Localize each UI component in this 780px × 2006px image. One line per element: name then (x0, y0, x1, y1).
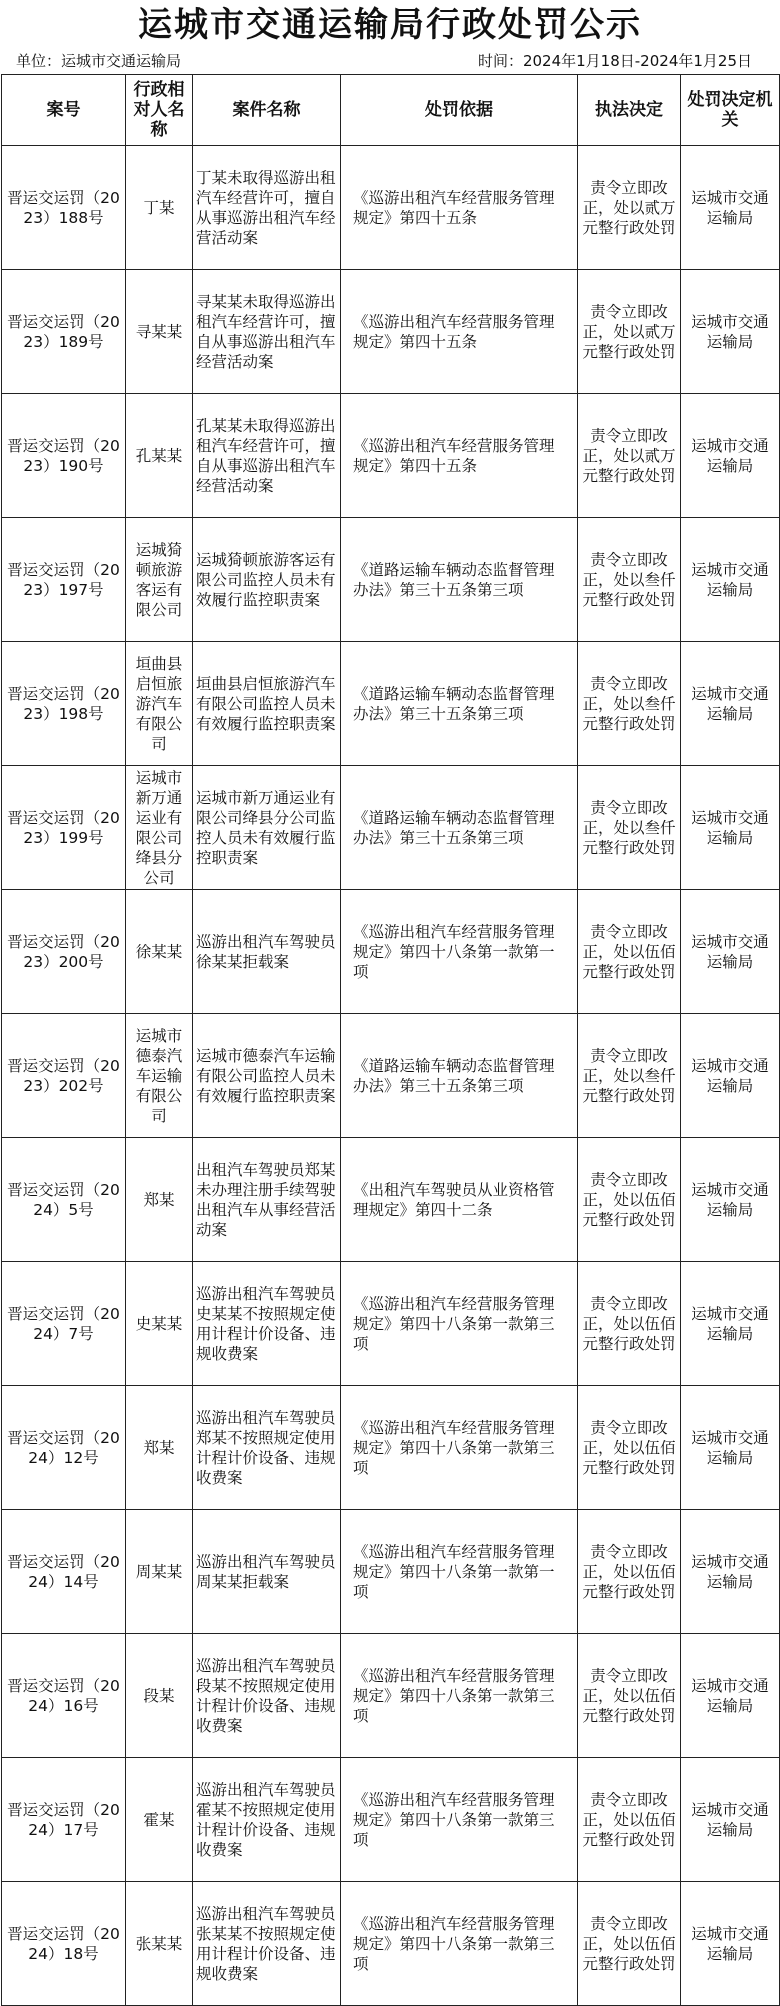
decision-cell: 责令立即改正，处以伍佰元整行政处罚 (578, 1386, 681, 1510)
basis-cell: 《巡游出租汽车经营服务管理规定》第四十八条第一款第三项 (341, 1634, 578, 1758)
unit-label: 单位：运城市交通运输局 (16, 51, 182, 70)
org-cell: 运城市交通运输局 (681, 1882, 780, 2006)
org-cell: 运城市交通运输局 (681, 394, 780, 518)
case-no-cell: 晋运交运罚（2024）16号 (2, 1634, 126, 1758)
page-title: 运城市交通运输局行政处罚公示 (138, 5, 642, 45)
party-cell: 运城市德泰汽车运输有限公司 (126, 1014, 193, 1138)
case-no-cell: 晋运交运罚（2024）14号 (2, 1510, 126, 1634)
party-cell: 垣曲县启恒旅游汽车有限公司 (126, 642, 193, 766)
basis-cell: 《巡游出租汽车经营服务管理规定》第四十八条第一款第三项 (341, 1386, 578, 1510)
case-name-cell: 垣曲县启恒旅游汽车有限公司监控人员未有效履行监控职责案 (193, 642, 341, 766)
case-name-cell: 巡游出租汽车驾驶员徐某某拒载案 (193, 890, 341, 1014)
party-cell: 史某某 (126, 1262, 193, 1386)
decision-cell: 责令立即改正，处以叁仟元整行政处罚 (578, 1014, 681, 1138)
header-case-name: 案件名称 (193, 75, 341, 146)
party-cell: 丁某 (126, 146, 193, 270)
table-row (2, 1014, 780, 1138)
table-body (2, 146, 780, 2006)
org-cell: 运城市交通运输局 (681, 766, 780, 890)
table-row (2, 394, 780, 518)
case-name-cell: 巡游出租汽车驾驶员郑某不按照规定使用计程计价设备、违规收费案 (193, 1386, 341, 1510)
decision-cell: 责令立即改正，处以叁仟元整行政处罚 (578, 766, 681, 890)
case-no-cell: 晋运交运罚（2023）188号 (2, 146, 126, 270)
org-cell: 运城市交通运输局 (681, 1510, 780, 1634)
decision-cell: 责令立即改正，处以伍佰元整行政处罚 (578, 890, 681, 1014)
table-row (2, 1882, 780, 2006)
org-cell: 运城市交通运输局 (681, 642, 780, 766)
table-row (2, 1386, 780, 1510)
basis-cell: 《出租汽车驾驶员从业资格管理规定》第四十二条 (341, 1138, 578, 1262)
case-no-cell: 晋运交运罚（2024）7号 (2, 1262, 126, 1386)
basis-cell: 《巡游出租汽车经营服务管理规定》第四十八条第一款第三项 (341, 1262, 578, 1386)
basis-cell: 《道路运输车辆动态监督管理办法》第三十五条第三项 (341, 642, 578, 766)
case-name-cell: 运城猗顿旅游客运有限公司监控人员未有效履行监控职责案 (193, 518, 341, 642)
decision-cell: 责令立即改正，处以叁仟元整行政处罚 (578, 642, 681, 766)
decision-cell: 责令立即改正，处以伍佰元整行政处罚 (578, 1138, 681, 1262)
meta-bar (0, 46, 780, 74)
case-no-cell: 晋运交运罚（2023）200号 (2, 890, 126, 1014)
table-row (2, 1262, 780, 1386)
case-no-cell: 晋运交运罚（2024）12号 (2, 1386, 126, 1510)
header-org: 处罚决定机关 (681, 75, 780, 146)
basis-cell: 《巡游出租汽车经营服务管理规定》第四十八条第一款第三项 (341, 1882, 578, 2006)
table-row (2, 766, 780, 890)
case-name-cell: 寻某某未取得巡游出租汽车经营许可，擅自从事巡游出租汽车经营活动案 (193, 270, 341, 394)
header-basis: 处罚依据 (341, 75, 578, 146)
case-name-cell: 运城市德泰汽车运输有限公司监控人员未有效履行监控职责案 (193, 1014, 341, 1138)
decision-cell: 责令立即改正，处以伍佰元整行政处罚 (578, 1634, 681, 1758)
case-no-cell: 晋运交运罚（2024）5号 (2, 1138, 126, 1262)
party-cell: 张某某 (126, 1882, 193, 2006)
party-cell: 运城猗顿旅游客运有限公司 (126, 518, 193, 642)
decision-cell: 责令立即改正，处以贰万元整行政处罚 (578, 270, 681, 394)
decision-cell: 责令立即改正，处以贰万元整行政处罚 (578, 146, 681, 270)
case-name-cell: 巡游出租汽车驾驶员霍某不按照规定使用计程计价设备、违规收费案 (193, 1758, 341, 1882)
table-row (2, 1510, 780, 1634)
case-no-cell: 晋运交运罚（2023）190号 (2, 394, 126, 518)
decision-cell: 责令立即改正，处以贰万元整行政处罚 (578, 394, 681, 518)
case-name-cell: 出租汽车驾驶员郑某未办理注册手续驾驶出租汽车从事经营活动案 (193, 1138, 341, 1262)
header-decision: 执法决定 (578, 75, 681, 146)
table-row (2, 518, 780, 642)
party-cell: 郑某 (126, 1138, 193, 1262)
case-no-cell: 晋运交运罚（2024）18号 (2, 1882, 126, 2006)
case-no-cell: 晋运交运罚（2023）189号 (2, 270, 126, 394)
table-row (2, 1634, 780, 1758)
org-cell: 运城市交通运输局 (681, 1262, 780, 1386)
party-cell: 周某某 (126, 1510, 193, 1634)
org-cell: 运城市交通运输局 (681, 1634, 780, 1758)
case-name-cell: 丁某未取得巡游出租汽车经营许可，擅自从事巡游出租汽车经营活动案 (193, 146, 341, 270)
party-cell: 霍某 (126, 1758, 193, 1882)
party-cell: 运城市新万通运业有限公司绛县分公司 (126, 766, 193, 890)
party-cell: 郑某 (126, 1386, 193, 1510)
decision-cell: 责令立即改正，处以伍佰元整行政处罚 (578, 1262, 681, 1386)
case-no-cell: 晋运交运罚（2024）17号 (2, 1758, 126, 1882)
basis-cell: 《道路运输车辆动态监督管理办法》第三十五条第三项 (341, 518, 578, 642)
org-cell: 运城市交通运输局 (681, 1014, 780, 1138)
decision-cell: 责令立即改正，处以伍佰元整行政处罚 (578, 1882, 681, 2006)
org-cell: 运城市交通运输局 (681, 270, 780, 394)
party-cell: 徐某某 (126, 890, 193, 1014)
basis-cell: 《道路运输车辆动态监督管理办法》第三十五条第三项 (341, 766, 578, 890)
header-party: 行政相对人名称 (126, 75, 193, 146)
basis-cell: 《巡游出租汽车经营服务管理规定》第四十五条 (341, 270, 578, 394)
case-name-cell: 巡游出租汽车驾驶员张某某不按照规定使用计程计价设备、违规收费案 (193, 1882, 341, 2006)
table-row (2, 1138, 780, 1262)
table-row (2, 146, 780, 270)
org-cell: 运城市交通运输局 (681, 1758, 780, 1882)
party-cell: 寻某某 (126, 270, 193, 394)
case-name-cell: 巡游出租汽车驾驶员史某某不按照规定使用计程计价设备、违规收费案 (193, 1262, 341, 1386)
case-name-cell: 孔某某未取得巡游出租汽车经营许可，擅自从事巡游出租汽车经营活动案 (193, 394, 341, 518)
time-range: 时间：2024年1月18日-2024年1月25日 (477, 51, 752, 70)
party-cell: 段某 (126, 1634, 193, 1758)
basis-cell: 《巡游出租汽车经营服务管理规定》第四十八条第一款第三项 (341, 1758, 578, 1882)
basis-cell: 《巡游出租汽车经营服务管理规定》第四十五条 (341, 146, 578, 270)
case-name-cell: 运城市新万通运业有限公司绛县分公司监控人员未有效履行监控职责案 (193, 766, 341, 890)
penalty-table (1, 74, 780, 2006)
table-row (2, 642, 780, 766)
case-no-cell: 晋运交运罚（2023）202号 (2, 1014, 126, 1138)
basis-cell: 《巡游出租汽车经营服务管理规定》第四十八条第一款第一项 (341, 1510, 578, 1634)
basis-cell: 《巡游出租汽车经营服务管理规定》第四十八条第一款第一项 (341, 890, 578, 1014)
case-name-cell: 巡游出租汽车驾驶员段某不按照规定使用计程计价设备、违规收费案 (193, 1634, 341, 1758)
case-name-cell: 巡游出租汽车驾驶员周某某拒载案 (193, 1510, 341, 1634)
table-row (2, 890, 780, 1014)
party-cell: 孔某某 (126, 394, 193, 518)
org-cell: 运城市交通运输局 (681, 1138, 780, 1262)
case-no-cell: 晋运交运罚（2023）197号 (2, 518, 126, 642)
case-no-cell: 晋运交运罚（2023）199号 (2, 766, 126, 890)
basis-cell: 《道路运输车辆动态监督管理办法》第三十五条第三项 (341, 1014, 578, 1138)
org-cell: 运城市交通运输局 (681, 146, 780, 270)
org-cell: 运城市交通运输局 (681, 518, 780, 642)
table-row (2, 1758, 780, 1882)
header-case-no: 案号 (2, 75, 126, 146)
decision-cell: 责令立即改正，处以叁仟元整行政处罚 (578, 518, 681, 642)
decision-cell: 责令立即改正，处以伍佰元整行政处罚 (578, 1758, 681, 1882)
table-row (2, 270, 780, 394)
case-no-cell: 晋运交运罚（2023）198号 (2, 642, 126, 766)
decision-cell: 责令立即改正，处以伍佰元整行政处罚 (578, 1510, 681, 1634)
org-cell: 运城市交通运输局 (681, 890, 780, 1014)
org-cell: 运城市交通运输局 (681, 1386, 780, 1510)
basis-cell: 《巡游出租汽车经营服务管理规定》第四十五条 (341, 394, 578, 518)
table-header-row (2, 75, 780, 146)
